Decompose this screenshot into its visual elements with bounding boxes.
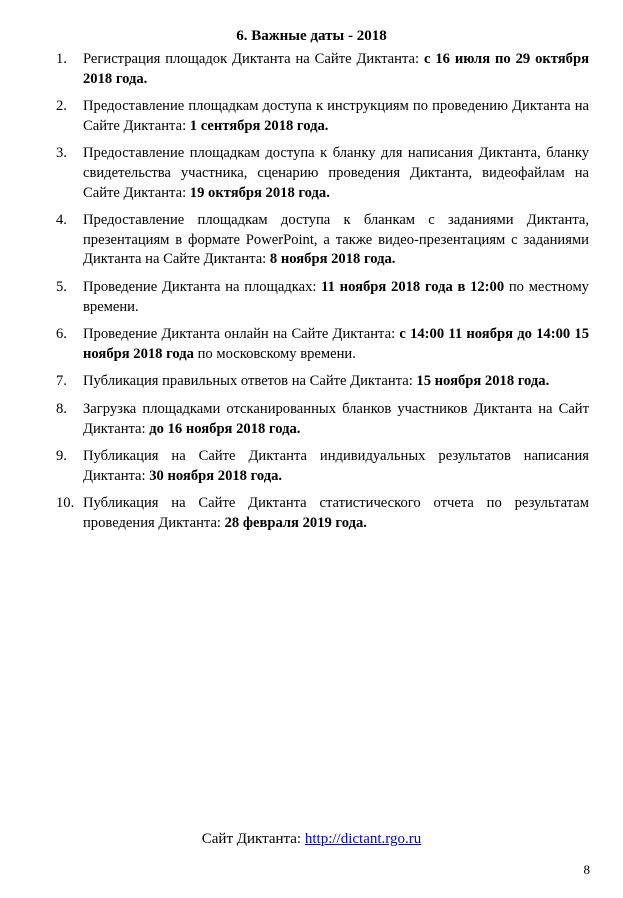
list-item-date: 28 февраля 2019 года. — [224, 514, 367, 531]
list-item — [56, 144, 589, 203]
list-item-date: 19 октября 2018 года. — [189, 184, 330, 201]
list-item — [56, 447, 589, 486]
list-item — [56, 97, 589, 136]
list-item-date: 8 ноября 2018 года. — [269, 251, 396, 268]
list-item — [56, 494, 589, 533]
page-number: 8 — [583, 862, 590, 877]
section-title: 6. Важные даты - 2018 — [236, 28, 387, 44]
list-item-number: 1. — [56, 51, 67, 67]
list-item-text: Публикация на Сайте Диктанта статистического отчета по результатам проведения Диктанта: — [83, 495, 589, 531]
list-item-date: с 14:00 11 ноября до 14:00 15 ноября 2018 года — [83, 326, 589, 362]
list-item-text: Предоставление площадкам доступа к инструкциям по проведению Диктанта на Сайте Диктанта: — [83, 98, 589, 134]
list-item-date: с 16 июля по 29 октября 2018 года. — [83, 51, 589, 87]
list-item-number: 5. — [56, 278, 67, 295]
important-dates-list — [56, 50, 589, 541]
list-item-text: Загрузка площадками отсканированных бланков участников Диктанта на Сайт Диктанта: — [83, 400, 589, 437]
list-item-number: 9. — [56, 448, 67, 465]
list-item-number: 3. — [56, 145, 67, 162]
list-item-number: 7. — [56, 373, 67, 390]
list-item — [56, 211, 589, 270]
list-item-text: Проведение Диктанта онлайн на Сайте Диктанта: — [83, 326, 400, 343]
list-item-text: Публикация на Сайте Диктанта индивидуальных результатов написания Диктанта: — [83, 448, 589, 484]
footer-label: Сайт Диктанта: — [201, 831, 305, 847]
list-item-date: 1 сентября 2018 года. — [189, 117, 329, 134]
footer — [0, 830, 623, 848]
list-item-date: 11 ноября 2018 года в 12:00 — [321, 278, 505, 295]
list-item-tail: по местному времени. — [83, 278, 589, 315]
site-link[interactable]: http://dictant.rgo.ru — [304, 831, 422, 847]
list-item-number: 8. — [56, 400, 67, 417]
list-item — [56, 372, 589, 392]
list-item — [56, 400, 589, 439]
list-item — [56, 325, 589, 364]
list-item-text: Предоставление площадкам доступа к бланку для написания Диктанта, бланку свидетельства участника, сценарию проведения Диктанта, видеофайлам на Сайте Диктанта: — [83, 145, 589, 201]
list-item-text: Публикация правильных ответов на Сайте Диктанта: — [83, 373, 417, 390]
list-item-text: Регистрация площадок Диктанта на Сайте Диктанта: — [83, 51, 424, 67]
list-item-date: 30 ноября 2018 года. — [149, 467, 283, 484]
list-item-date: 15 ноября 2018 года. — [416, 373, 550, 390]
list-item-number: 4. — [56, 212, 67, 229]
list-item-date: до 16 ноября 2018 года. — [149, 420, 301, 437]
list-item-text: Предоставление площадкам доступа к бланкам с заданиями Диктанта, презентациям в формате PowerPoint, а также видео-презентациям с заданиями Диктанта на Сайте Диктанта: — [83, 212, 589, 268]
list-item-text: Проведение Диктанта на площадках: — [83, 278, 322, 295]
list-item-number: 10. — [56, 495, 75, 512]
list-item-number: 2. — [56, 98, 67, 115]
list-item — [56, 278, 589, 317]
list-item-number: 6. — [56, 326, 67, 343]
list-item-tail: по московскому времени. — [193, 345, 356, 362]
list-item — [56, 50, 589, 89]
